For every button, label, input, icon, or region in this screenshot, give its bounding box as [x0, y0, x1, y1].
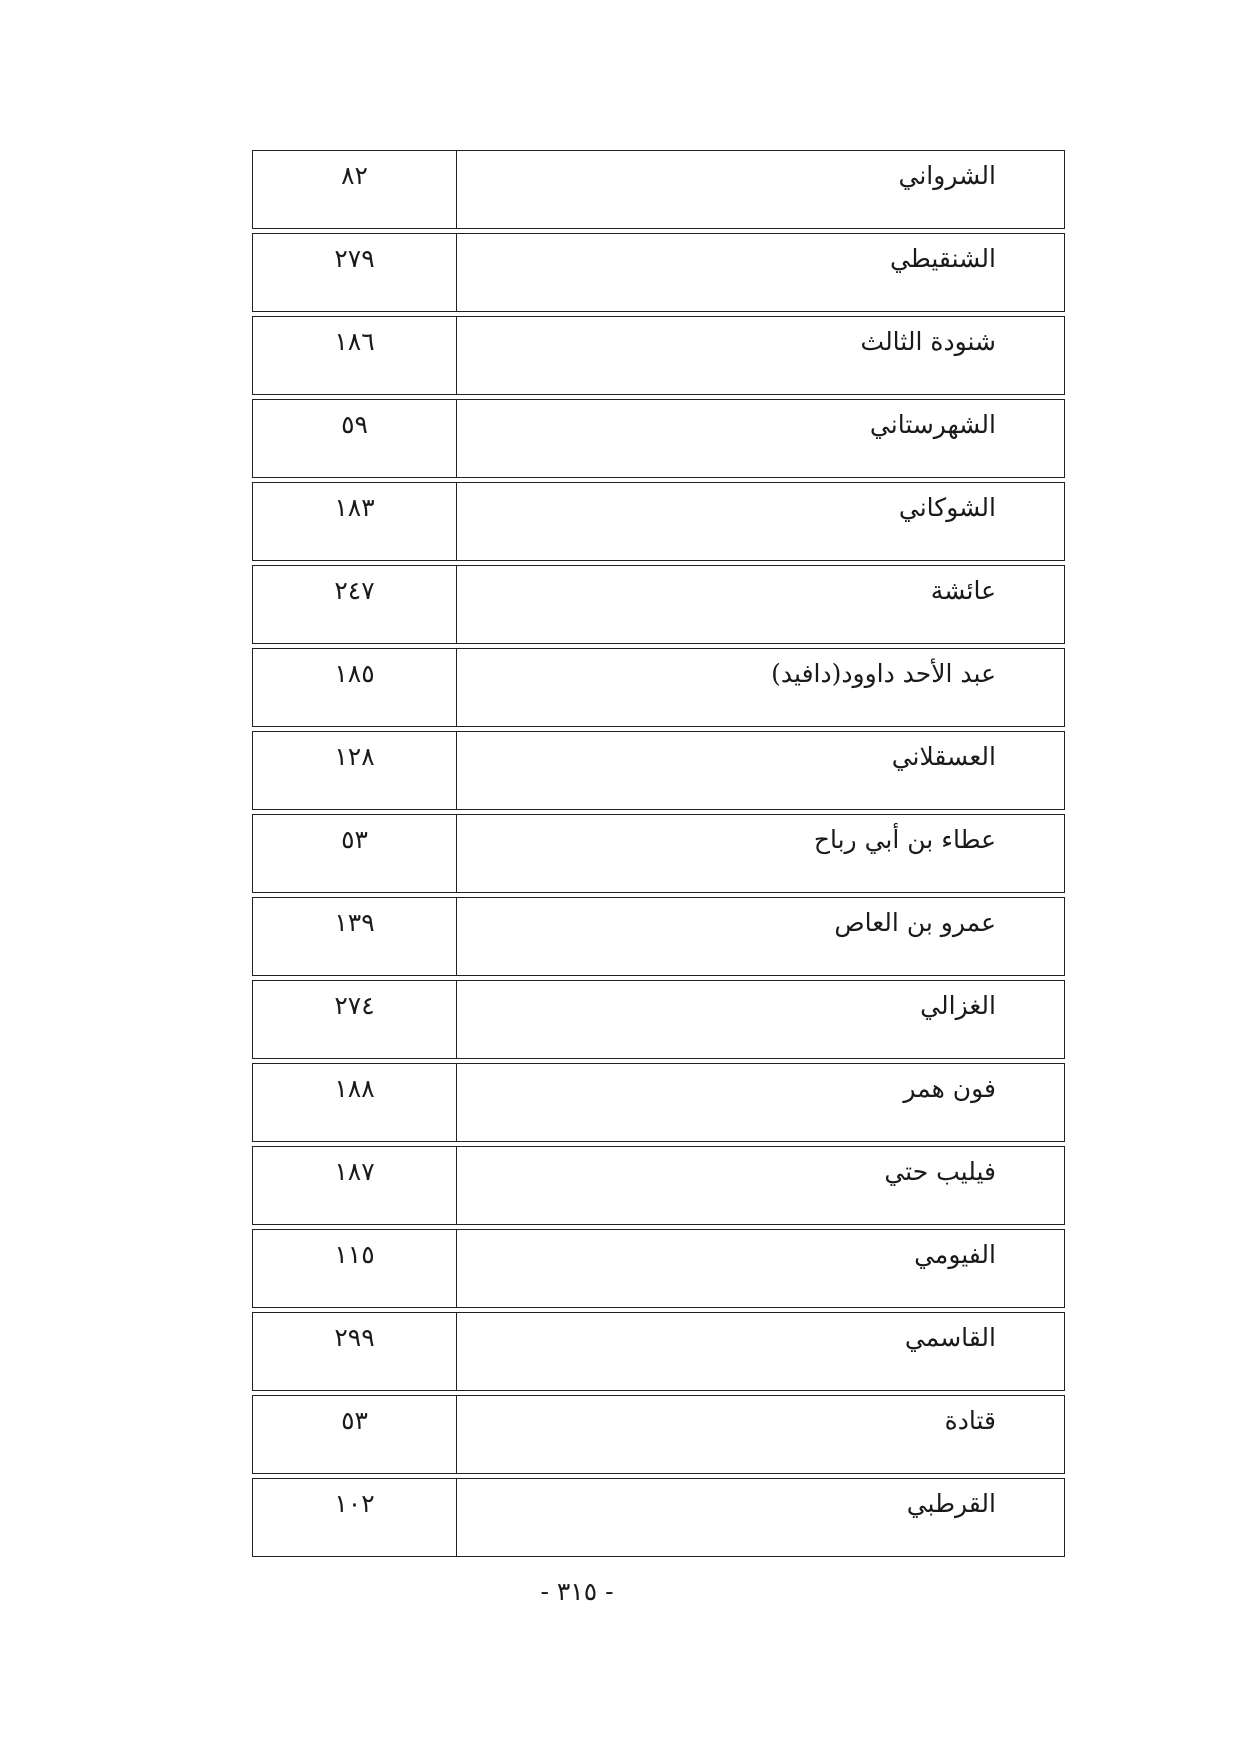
name-cell: عمرو بن العاص — [834, 908, 996, 937]
table-row — [252, 1478, 1065, 1557]
name-cell: القاسمي — [904, 1323, 996, 1352]
name-cell: شنودة الثالث — [860, 327, 996, 356]
page-ref-cell: ١٢٨ — [253, 732, 457, 809]
name-cell: القرطبي — [906, 1489, 996, 1518]
page-ref-cell: ١٨٥ — [253, 649, 457, 726]
table-row — [252, 565, 1065, 644]
page-ref-cell: ١٠٢ — [253, 1479, 457, 1556]
page-ref-cell: ١١٥ — [253, 1230, 457, 1307]
page-ref-cell: ١٨٧ — [253, 1147, 457, 1224]
page-ref-cell: ٥٩ — [253, 400, 457, 477]
page-ref-cell: ٥٣ — [253, 815, 457, 892]
table-row — [252, 1312, 1065, 1391]
name-cell: الشهرستاني — [869, 410, 996, 439]
page-ref-cell: ١٨٨ — [253, 1064, 457, 1141]
table-row — [252, 1063, 1065, 1142]
page-ref-cell: ٥٣ — [253, 1396, 457, 1473]
name-cell: العسقلاني — [891, 742, 996, 771]
table-row — [252, 233, 1065, 312]
page-ref-cell: ٢٩٩ — [253, 1313, 457, 1390]
name-cell: الغزالي — [920, 991, 996, 1020]
page-ref-cell: ١٣٩ — [253, 898, 457, 975]
table-row — [252, 150, 1065, 229]
index-table — [252, 150, 1065, 1561]
table-row — [252, 814, 1065, 893]
page-ref-cell: ١٨٣ — [253, 483, 457, 560]
name-cell: الشرواني — [898, 161, 996, 190]
page-ref-cell: ٢٧٩ — [253, 234, 457, 311]
table-row — [252, 731, 1065, 810]
page-ref-cell: ٢٤٧ — [253, 566, 457, 643]
name-cell: عطاء بن أبي رباح — [813, 825, 996, 854]
table-row — [252, 482, 1065, 561]
table-row — [252, 316, 1065, 395]
page-ref-cell: ٢٧٤ — [253, 981, 457, 1058]
table-row — [252, 1395, 1065, 1474]
page-ref-cell: ٨٢ — [253, 151, 457, 228]
name-cell: الشنقيطي — [890, 244, 996, 273]
table-row — [252, 980, 1065, 1059]
name-cell: عائشة — [930, 576, 996, 605]
table-row — [252, 648, 1065, 727]
name-cell: قتادة — [944, 1406, 996, 1435]
table-row — [252, 1146, 1065, 1225]
name-cell: فون همر — [903, 1074, 996, 1103]
table-row — [252, 1229, 1065, 1308]
name-cell: عبد الأحد داوود(دافيد) — [771, 659, 996, 688]
page-ref-cell: ١٨٦ — [253, 317, 457, 394]
name-cell: الشوكاني — [898, 493, 996, 522]
table-row — [252, 399, 1065, 478]
page-number: - ٣١٥ - — [540, 1577, 614, 1606]
name-cell: الفيومي — [914, 1240, 996, 1269]
table-row — [252, 897, 1065, 976]
name-cell: فيليب حتي — [884, 1157, 996, 1186]
